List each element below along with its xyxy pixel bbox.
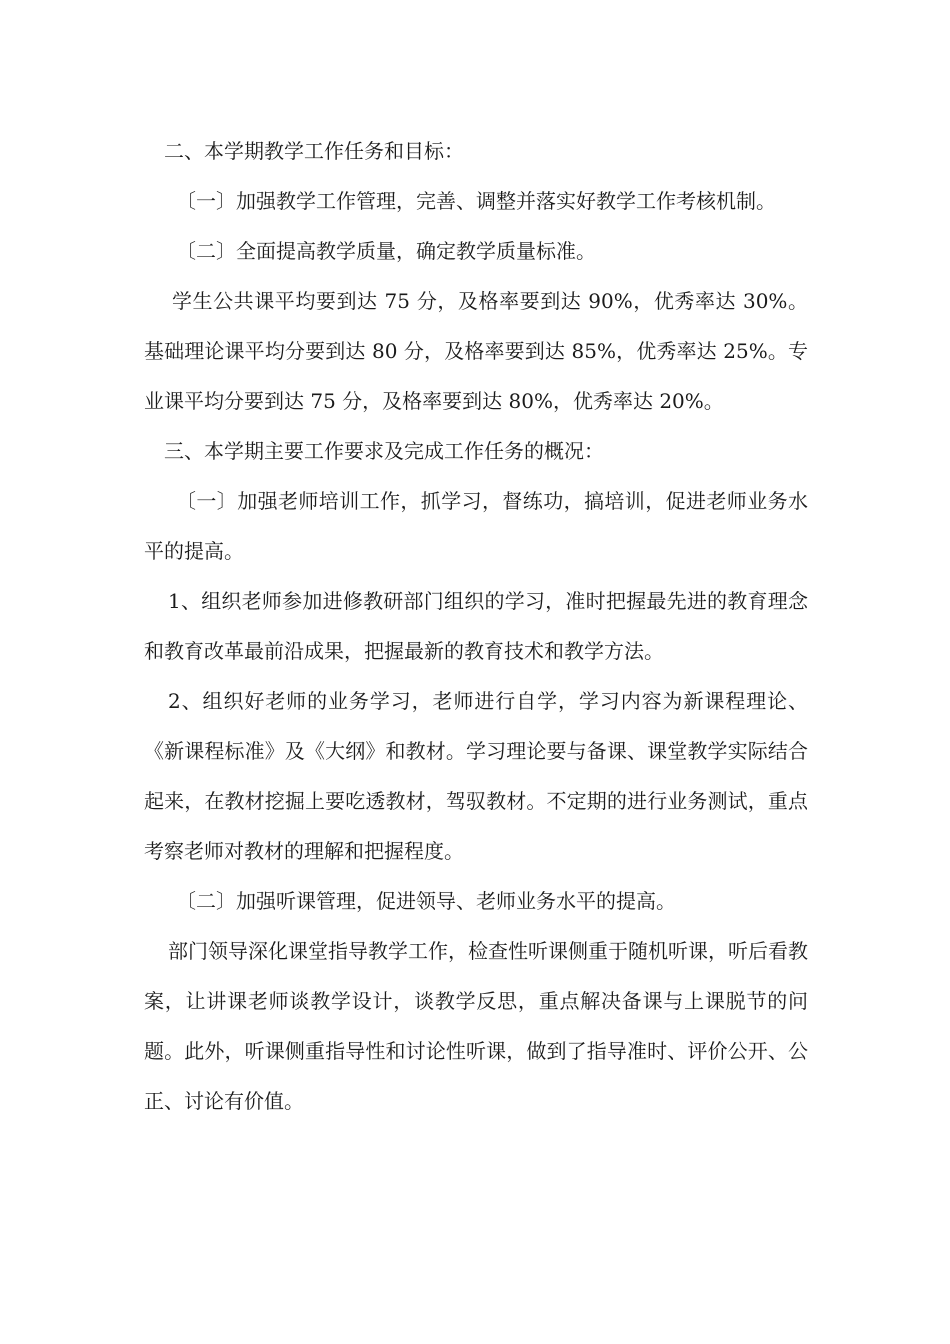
subsection-2-2: 〔二〕加强听课管理，促进领导、老师业务水平的提高。 [176, 889, 676, 913]
document-body [144, 126, 808, 1126]
list-item-2: 2、组织好老师的业务学习，老师进行自学，学习内容为新课程理论、《新课程标准》及《大纲》和教材。学习理论要与备课、课堂教学实际结合起来，在教材挖掘上要吃透教材，驾驭教材。不定期的进行业务测试，重点考察老师对教材的理解和把握程度。 [144, 689, 808, 863]
subsection-2-1: 〔一〕加强老师培训工作，抓学习，督练功，搞培训，促进老师业务水平的提高。 [144, 489, 808, 563]
section-heading-2: 二、本学期教学工作任务和目标： [164, 139, 464, 163]
section-heading-3: 三、本学期主要工作要求及完成工作任务的概况： [164, 439, 604, 463]
paragraph-score-targets: 学生公共课平均要到达 75 分，及格率要到达 90%，优秀率达 30%。基础理论课平均分要到达 80 分，及格率要到达 85%，优秀率达 25%。专业课平均分要到达 75 分，及格率要到达 80%，优秀率达 20%。 [144, 289, 808, 413]
subsection-1-1: 〔一〕加强教学工作管理，完善、调整并落实好教学工作考核机制。 [176, 189, 776, 213]
list-item-1: 1、组织老师参加进修教研部门组织的学习，准时把握最先进的教育理念和教育改革最前沿成果，把握最新的教育技术和教学方法。 [144, 589, 808, 663]
subsection-1-2: 〔二〕全面提高教学质量，确定教学质量标准。 [176, 239, 596, 263]
paragraph-lesson-observation: 部门领导深化课堂指导教学工作，检查性听课侧重于随机听课，听后看教案，让讲课老师谈教学设计，谈教学反思，重点解决备课与上课脱节的问题。此外，听课侧重指导性和讨论性听课，做到了指导准时、评价公开、公正、讨论有价值。 [144, 939, 808, 1113]
